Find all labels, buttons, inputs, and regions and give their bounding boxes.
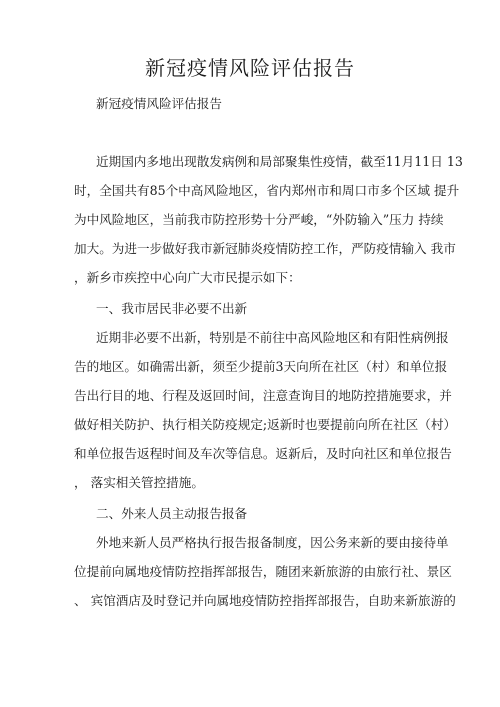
- paragraph-line: 位提前向属地疫情防控指挥部报告，随团来新旅游的由旅行社、景区: [74, 564, 452, 579]
- paragraph-line: ， 落实相关管控措施。: [74, 475, 204, 490]
- paragraph-line: 加大。为进一步做好我市新冠肺炎疫情防控工作，严防疫情输入 我市: [74, 241, 456, 256]
- paragraph-line: 告出行目的地、行程及返回时间，注意查询目的地防控措施要求，并: [74, 388, 452, 403]
- paragraph-line: 告的地区。如确需出新，须至少提前3天向所在社区（村）和单位报: [74, 359, 448, 374]
- paragraph-line: 时，全国共有85个中高风险地区，省内郑州市和周口市多个区域 提升: [74, 183, 460, 198]
- paragraph-line: 做好相关防护、执行相关防疫规定;返新时也要提前向所在社区（村）: [74, 417, 457, 432]
- document-title: 新冠疫情风险评估报告: [145, 56, 355, 80]
- paragraph-line: 近期非必要不出新，特别是不前往中高风险地区和有阳性病例报: [96, 330, 449, 345]
- document-subtitle: 新冠疫情风险评估报告: [96, 96, 222, 111]
- paragraph-line: 为中风险地区，当前我市防控形势十分严峻，“外防输入”压力 持续: [74, 212, 444, 227]
- paragraph-line: ，新乡市疾控中心向广大市民提示如下：: [74, 270, 301, 285]
- paragraph-line: 外地来新人员严格执行报告报备制度，因公务来新的要由接待单: [96, 535, 449, 550]
- section-heading: 一、我市居民非必要不出新: [96, 301, 248, 316]
- paragraph-line: 近期国内多地出现散发病例和局部聚集性疫情，截至11月11日 13: [96, 154, 463, 169]
- paragraph-line: 、 宾馆酒店及时登记并向属地疫情防控指挥部报告，自助来新旅游的: [74, 593, 456, 608]
- section-heading: 二、外来人员主动报告报备: [96, 506, 248, 521]
- paragraph-line: 和单位报告返程时间及车次等信息。返新后，及时向社区和单位报告: [74, 446, 452, 461]
